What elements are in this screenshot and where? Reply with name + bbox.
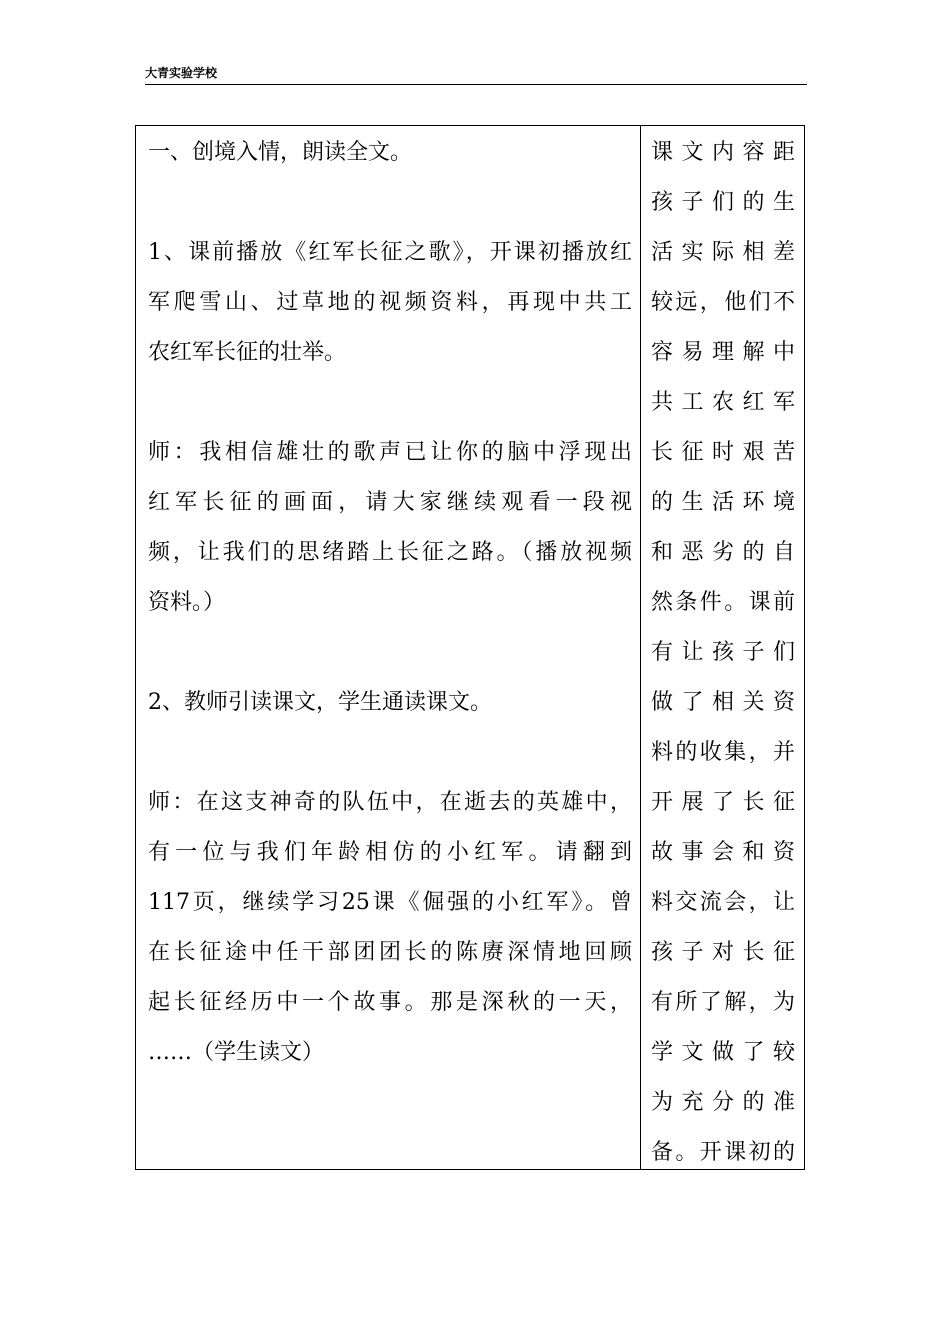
- blank-line: [148, 178, 632, 228]
- main-text-line: 起长征经历中一个故事。那是深秋的一天，: [148, 990, 632, 1015]
- main-text-line: 资料。）: [148, 590, 226, 615]
- side-text-line: 学文做了较: [651, 1040, 795, 1065]
- teaching-process-cell: [148, 128, 632, 1078]
- side-text-line: 有让孩子们: [651, 640, 795, 665]
- side-text-line: 料的收集，并: [651, 740, 795, 765]
- side-text-line: 孩子们的生: [651, 190, 795, 215]
- main-text-line: 1、课前播放《红军长征之歌》，开课初播放红: [148, 240, 632, 265]
- side-text-line: 有所了解，为: [651, 990, 795, 1015]
- side-text-line: 共工农红军: [651, 390, 795, 415]
- side-text-line: 课文内容距: [651, 140, 795, 165]
- blank-line: [148, 378, 632, 428]
- main-text-line: 红军长征的画面，请大家继续观看一段视: [148, 490, 632, 515]
- blank-line: [148, 728, 632, 778]
- main-text-line: 师：我相信雄壮的歌声已让你的脑中浮现出: [148, 440, 632, 465]
- main-text-line: 117页，继续学习25课《倔强的小红军》。曾: [148, 890, 632, 915]
- side-text-line: 容易理解中: [651, 340, 795, 365]
- main-text-line: 频，让我们的思绪踏上长征之路。（播放视频: [148, 540, 632, 565]
- side-text-line: 做了相关资: [651, 690, 795, 715]
- side-text-line: 和恶劣的自: [651, 540, 795, 565]
- side-text-line: 为充分的准: [651, 1090, 795, 1115]
- lesson-table: [135, 125, 805, 1170]
- main-text-line: 师：在这支神奇的队伍中，在逝去的英雄中，: [148, 790, 632, 815]
- side-text-line: 然条件。课前: [651, 590, 795, 615]
- school-name: 大青实验学校: [145, 66, 218, 80]
- side-text-line: 孩子对长征: [651, 940, 795, 965]
- main-text-line: 一、创境入情，朗读全文。: [148, 140, 413, 165]
- main-text-line: 农红军长征的壮举。: [148, 340, 347, 365]
- page-header: [145, 66, 807, 85]
- side-text-line: 活实际相差: [651, 240, 795, 265]
- side-text-line: 长征时艰苦: [651, 440, 795, 465]
- side-text-line: 料交流会，让: [651, 890, 795, 915]
- side-text-line: 较远，他们不: [651, 290, 795, 315]
- column-divider: [640, 126, 641, 1169]
- main-text-line: 在长征途中任干部团团长的陈赓深情地回顾: [148, 940, 632, 965]
- blank-line: [148, 628, 632, 678]
- side-text-line: 备。开课初的: [651, 1140, 795, 1165]
- design-intent-cell: [651, 128, 795, 1178]
- main-text-line: 有一位与我们年龄相仿的小红军。请翻到: [148, 840, 632, 865]
- side-text-line: 的生活环境: [651, 490, 795, 515]
- side-text-line: 故事会和资: [651, 840, 795, 865]
- side-text-line: 开展了长征: [651, 790, 795, 815]
- main-text-line: 2、教师引读课文，学生通读课文。: [148, 690, 492, 715]
- main-text-line: ……（学生读文）: [148, 1040, 325, 1065]
- main-text-line: 军爬雪山、过草地的视频资料，再现中共工: [148, 290, 632, 315]
